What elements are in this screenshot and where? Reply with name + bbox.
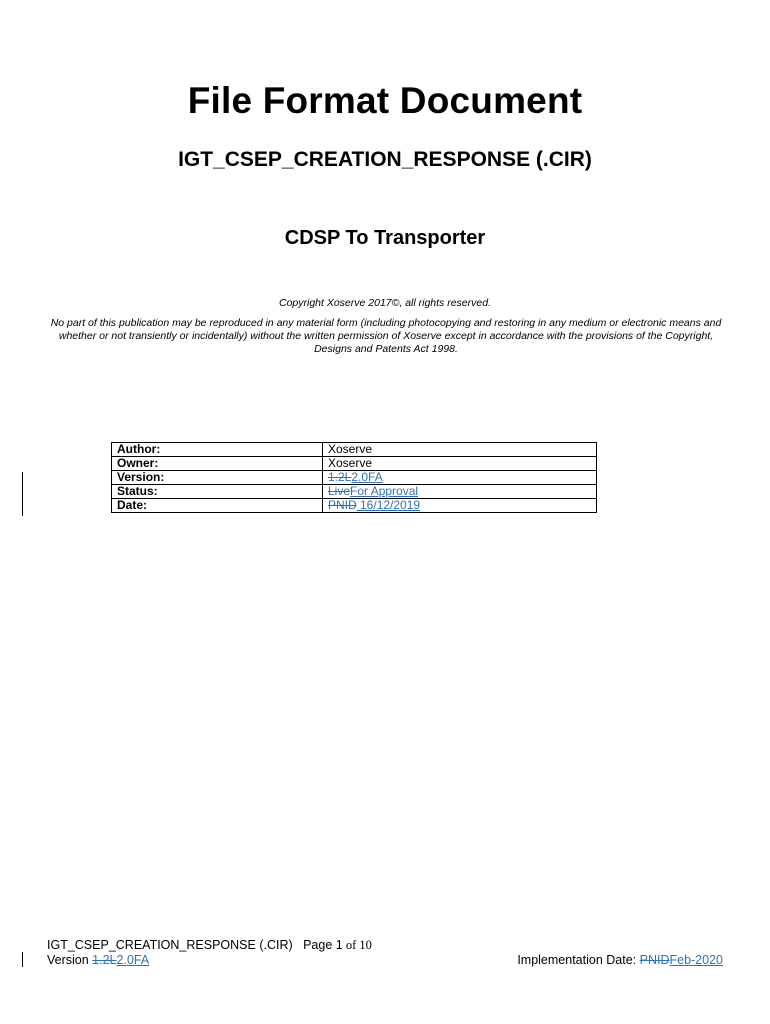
document-subtitle: IGT_CSEP_CREATION_RESPONSE (.CIR) [178,148,592,171]
change-bar [22,472,23,516]
table-row [112,485,597,499]
footer-version-inserted: 2.0FA [116,953,150,967]
status-inserted-text: For Approval [350,484,419,498]
owner-label: Owner: [112,457,323,471]
table-row [112,457,597,471]
footer-version-line [47,953,372,968]
footer-page-current: 1 [335,938,343,952]
document-metadata-table [111,442,597,513]
page-footer-left [47,938,372,968]
status-label: Status: [112,485,323,499]
disclaimer-text: No part of this publication may be reproduced in any material form (including photocopying and restoring in any medium or electronic means and whether or not transiently or incidentally) without the written permission of Xoserve except in accordance with the provisions of the Copyright, Designs and Patents Act 1998. [50,317,722,355]
document-direction: CDSP To Transporter [284,227,486,249]
date-inserted-text: 16/12/2019 [356,498,421,512]
date-value [323,499,597,513]
footer-impl-deleted: PNID [639,953,670,967]
footer-file-name: IGT_CSEP_CREATION_RESPONSE (.CIR) [47,938,293,952]
owner-value: Xoserve [323,457,597,471]
footer-version-label: Version [47,953,93,967]
footer-impl-label: Implementation Date: [517,953,640,967]
version-value [323,471,597,485]
status-deleted-text: Live [328,484,351,498]
footer-version-deleted: 1.2L [92,953,117,967]
footer-page-of: of [342,938,360,952]
date-deleted-text: PNID [328,498,357,512]
version-inserted-text: 2.0FA [351,470,383,484]
footer-impl-inserted: Feb-2020 [669,953,723,967]
page-footer-right [517,953,723,968]
copyright-notice: Copyright Xoserve 2017©, all rights reserved. [278,297,491,309]
author-value: Xoserve [323,443,597,457]
version-deleted-text: 1.2L [328,470,352,484]
footer-page-total: 10 [359,938,372,952]
document-title: File Format Document [187,80,583,121]
table-row [112,471,597,485]
table-row [112,443,597,457]
table-row [112,499,597,513]
version-label: Version: [112,471,323,485]
change-bar [22,952,23,967]
author-label: Author: [112,443,323,457]
status-value [323,485,597,499]
footer-page-label: Page [303,938,336,952]
date-label: Date: [112,499,323,513]
footer-file-line [47,938,372,953]
